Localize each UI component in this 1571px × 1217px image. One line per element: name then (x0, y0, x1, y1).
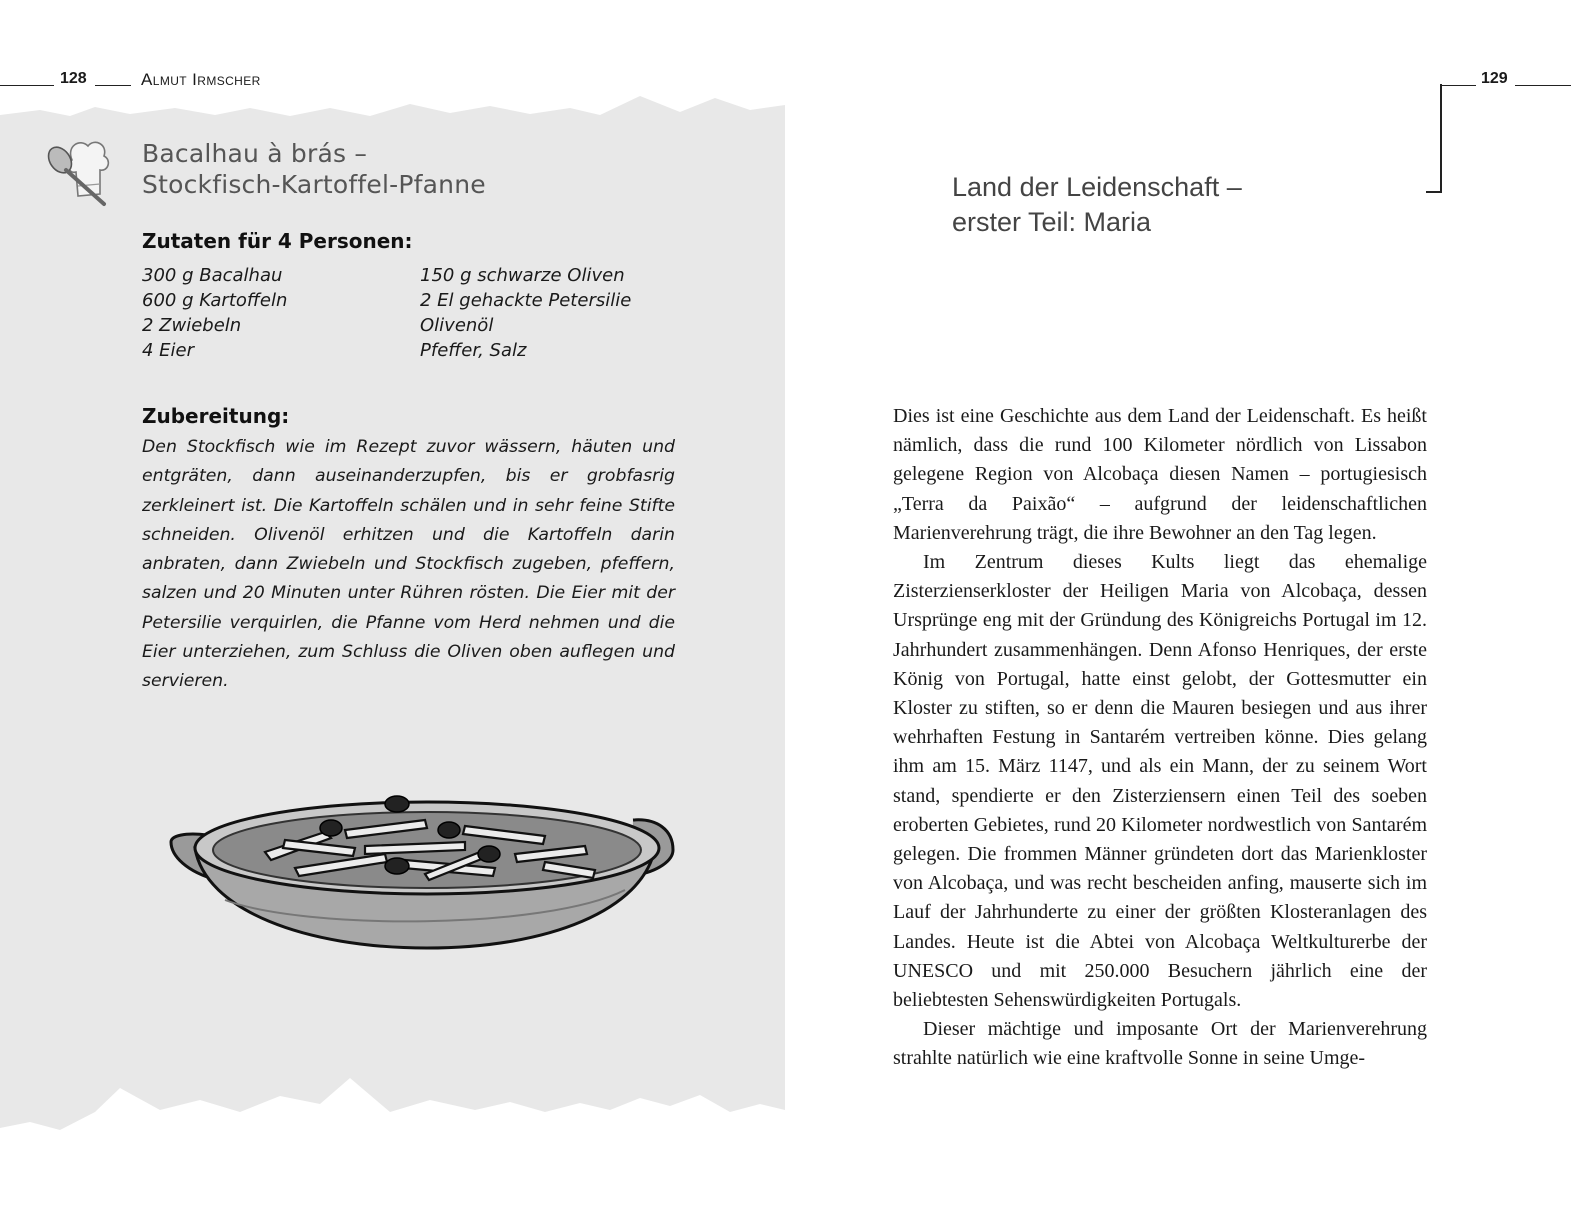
paragraph: Dieser mächtige und imposante Ort der Marienverehrung strahlte natürlich wie eine kraftvolle Sonne in seine Umge- (893, 1018, 1427, 1070)
header-rule-left-a (0, 85, 54, 86)
ingredient-item: 600 g Kartoffeln (142, 290, 288, 311)
chapter-title-line1: Land der Leidenschaft – (952, 172, 1242, 202)
chapter-title-line2: erster Teil: Maria (952, 207, 1152, 237)
ingredient-item: 4 Eier (142, 340, 195, 361)
header-rule-right-a (1440, 85, 1476, 86)
recipe-title-line1: Bacalhau à brás – (142, 139, 368, 168)
ingredients-heading: Zutaten für 4 Personen: (142, 229, 413, 253)
pan-illustration (165, 790, 680, 950)
recipe-title-line2: Stockfisch-Kartoffel-Pfanne (142, 170, 486, 199)
chef-hat-spoon-icon (46, 138, 112, 208)
recipe-title (142, 138, 486, 200)
ingredient-item: Pfeffer, Salz (420, 340, 527, 361)
paragraph: Im Zentrum dieses Kults liegt das ehemalige Zisterzienserkloster der Heiligen Maria von Alcobaça, dessen Ursprünge eng mit der Gründung des Königreichs Portugal im 12. Jahrhundert zusammenhängen. Denn Afonso Henriques, der erste König von Portugal, hatte einst gelobt, der Gottesmutter ein Kloster zu stiften, so er denn die Mauren besiegen und aus ihrer wehrhaften Festung in Santarém vertreiben könne. Dies gelang ihm am 15. März 1147, und als ein Mann, der zu seinem Wort stand, spendierte er den Zisterziensern einen Teil des soeben eroberten Gebietes, rund 20 Kilometer nordwestlich von Santarém gelegen. Die frommen Männer gründeten dort das Marienkloster von Alcobaça, und was recht bescheiden anfing, mauserte sich im Lauf der Jahrhunderte zu einer der größten Klosteranlagen des Landes. Heute ist die Abtei von Alcobaça Weltkulturerbe der UNESCO und mit 250.000 Besuchern jährlich eine der beliebtesten Sehenswürdigkeiten Portugals. (893, 551, 1427, 1012)
ingredient-item: Olivenöl (420, 315, 494, 336)
ingredient-item: 300 g Bacalhau (142, 265, 283, 286)
ingredient-item: 2 Zwiebeln (142, 315, 242, 336)
header-rule-right-b (1515, 85, 1571, 86)
paragraph: Dies ist eine Geschichte aus dem Land der Leidenschaft. Es heißt nämlich, dass die rund 100 Kilometer nördlich von Lissabon gelegene Region von Alcobaça diesen Namen – portugiesisch „Terra da Paixão“ – aufgrund der leidenschaftlichen Marienverehrung trägt, die ihre Bewohner an den Tag legen. (893, 405, 1427, 544)
page-number-left: 128 (60, 70, 87, 87)
preparation-text: Den Stockfisch wie im Rezept zuvor wässern, häuten und entgräten, dann auseinanderzupfen, bis er grobfasrig zerkleinert ist. Die Kartoffeln schälen und in sehr feine Stifte schneiden. Olivenöl erhitzen und die Kartoffeln darin anbraten, dann Zwiebeln und Stockfisch zugeben, pfeffern, salzen und 20 Minuten unter Rühren rösten. Die Eier mit der Petersilie verquirlen, die Pfanne vom Herd nehmen und die Eier unterziehen, zum Schluss die Oliven oben auflegen und servieren. (142, 437, 675, 692)
corner-bracket-top (1440, 84, 1442, 86)
corner-bracket (1426, 85, 1442, 193)
ingredient-item: 150 g schwarze Oliven (420, 265, 625, 286)
chapter-title (952, 170, 1242, 240)
ingredient-item: 2 El gehackte Petersilie (420, 290, 632, 311)
running-head-author: Almut Irmscher (141, 70, 261, 89)
ingredients-list (142, 263, 682, 363)
page-number-right: 129 (1481, 70, 1508, 87)
header-rule-left-b (95, 85, 131, 86)
preparation-heading: Zubereitung: (142, 404, 290, 428)
body-text (893, 402, 1427, 1074)
